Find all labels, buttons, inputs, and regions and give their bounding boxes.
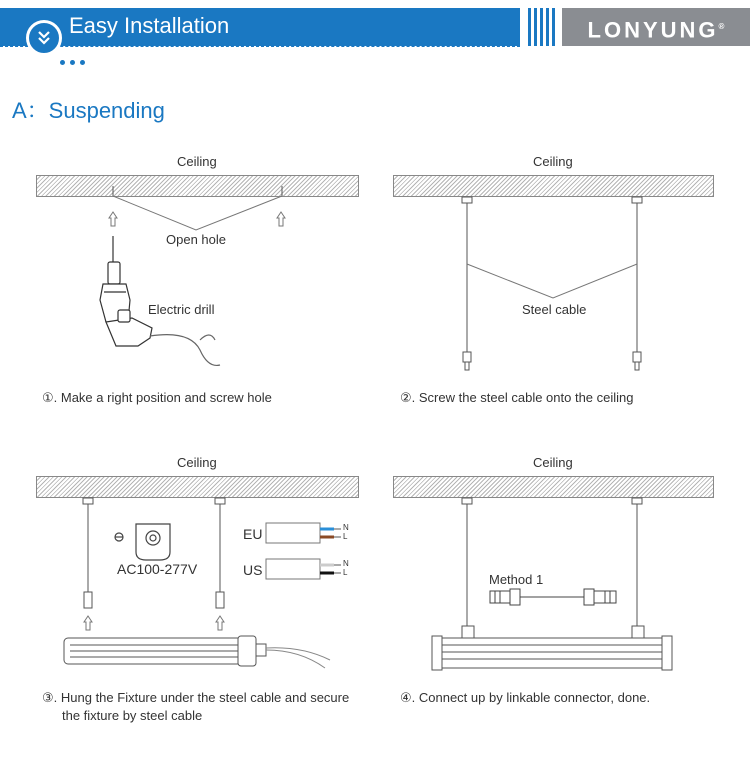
- step1-caption: ①. Make a right position and screw hole: [42, 390, 272, 405]
- brand-name: LONYUNG: [587, 17, 719, 43]
- step2-caption: ②. Screw the steel cable onto the ceiling: [400, 390, 634, 405]
- step3-voltage-label: AC100-277V: [117, 561, 198, 577]
- led-fixture-icon: [432, 626, 672, 670]
- brand-registered-mark: ®: [718, 22, 725, 31]
- step1-ceiling-label: Ceiling: [177, 154, 217, 169]
- step3-us-l-label: L: [343, 568, 348, 577]
- step1-drill-label: Electric drill: [148, 302, 215, 317]
- step2-ceiling-label: Ceiling: [533, 154, 573, 169]
- step2-cable-label: Steel cable: [522, 302, 587, 317]
- linkable-connector-icon: [490, 589, 616, 605]
- step3-us-label: US: [243, 562, 263, 578]
- step3-caption-line1: ③. Hung the Fixture under the steel cable and secure: [42, 690, 350, 705]
- step1-hole-label: Open hole: [166, 232, 226, 247]
- step3-caption-line2: the fixture by steel cable: [62, 708, 203, 723]
- step3-us-n-label: N: [343, 559, 349, 568]
- step3-eu-l-label: L: [343, 532, 348, 541]
- step3-eu-label: EU: [243, 526, 263, 542]
- step4-method-label: Method 1: [489, 572, 544, 587]
- header-title: Easy Installation: [69, 13, 230, 38]
- step4-ceiling-label: Ceiling: [533, 455, 573, 470]
- step3-eu-n-label: N: [343, 523, 349, 532]
- step3-ceiling-label: Ceiling: [177, 455, 217, 470]
- step4-caption: ④. Connect up by linkable connector, done.: [400, 690, 651, 705]
- section-title: A：Suspending: [12, 98, 165, 123]
